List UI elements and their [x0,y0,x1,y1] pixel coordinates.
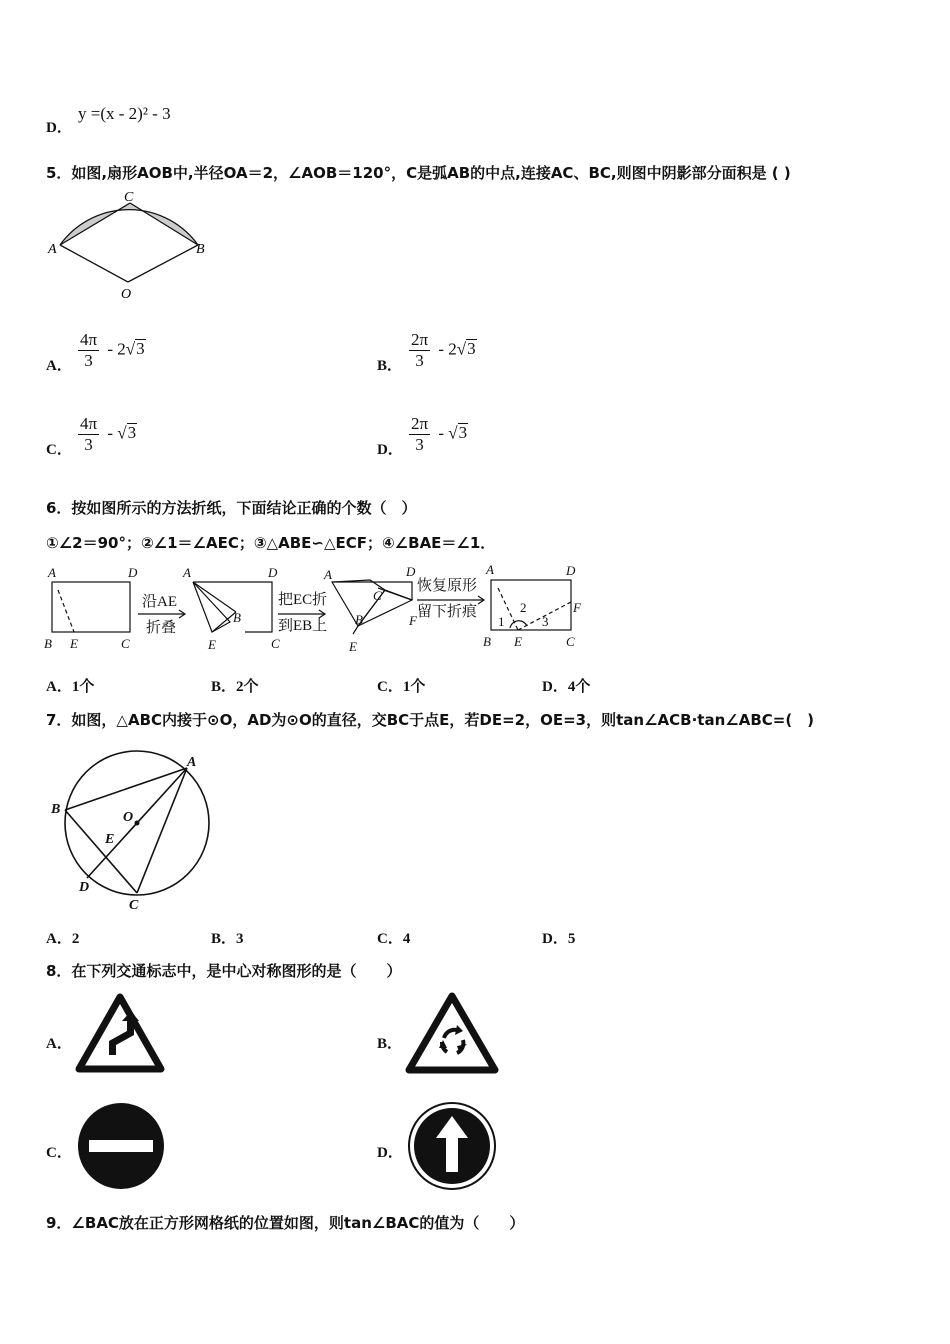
q6-folding-figure [40,560,600,658]
svg-text:B: B [355,612,363,627]
q6-conclusions: ①∠2＝90°；②∠1＝∠AEC；③△ABE∽△ECF；④∠BAE＝∠1． [46,534,496,552]
q6-arrow3-top: 恢复原形 [417,578,478,594]
q6-arrow3-bottom: 留下折痕 [417,604,478,620]
q7-option-d: D．5 [542,931,576,947]
svg-text:C: C [271,636,280,651]
svg-text:F: F [409,613,417,628]
svg-text:F: F [573,600,581,615]
q8-option-c-label: C． [46,1145,72,1161]
q6-arrow1-top: 沿AE [142,594,177,610]
q8-option-c-sign [75,1100,167,1192]
q8-option-a-label: A． [46,1036,72,1052]
q8-option-b-label: B． [377,1036,403,1052]
q7-option-a: A．2 [46,931,80,947]
svg-text:C: C [129,898,139,913]
q4-option-d-label: D． [46,120,72,136]
q5-label-a: A [48,242,57,257]
q7-option-b: B．3 [211,931,244,947]
svg-text:A: A [187,755,197,770]
svg-text:2: 2 [520,600,527,615]
q6-stem: 6．按如图所示的方法折纸，下面结论正确的个数（ ） [46,499,417,517]
svg-text:E: E [349,639,357,654]
svg-text:O: O [123,810,134,825]
q5-label-o: O [121,287,132,302]
q7-center-point [135,821,140,826]
svg-text:E: E [70,636,78,651]
q9-stem: 9．∠BAC放在正方形网格纸的位置如图，则tan∠BAC的值为（ ） [46,1214,525,1232]
svg-text:B: B [44,636,52,651]
svg-text:B: B [51,802,61,817]
svg-text:C: C [121,636,130,651]
svg-text:A: A [48,565,56,580]
svg-text:A: A [324,567,332,582]
q6-arrow2-bottom: 到EB上 [278,618,328,634]
svg-text:E: E [208,637,216,652]
svg-text:C: C [373,588,382,603]
svg-text:E: E [514,634,522,649]
svg-text:C: C [566,634,575,649]
svg-text:E: E [105,832,115,847]
svg-text:D: D [406,564,416,579]
q8-option-d-label: D． [377,1145,403,1161]
q6-option-a: A．1个 [46,679,95,695]
q7-option-c: C．4 [377,931,411,947]
q7-circle-figure [45,748,220,918]
q5-sector-figure [40,190,220,305]
q6-option-b: B．2个 [211,679,259,695]
svg-text:1: 1 [498,614,505,629]
svg-text:A: A [486,562,494,577]
q8-stem: 8．在下列交通标志中，是中心对称图形的是（ ） [46,962,402,980]
q5-label-b: B [196,242,205,257]
q8-option-b-sign [405,992,500,1076]
svg-text:D: D [128,565,138,580]
svg-text:B: B [483,634,491,649]
svg-text:A: A [183,565,191,580]
q4-option-d-expression: y =(x - 2)² - 3 [78,104,171,123]
q8-option-a-sign [75,993,165,1075]
svg-text:B: B [233,610,241,625]
svg-text:3: 3 [542,614,549,629]
q7-stem: 7．如图，△ABC内接于⊙O，AD为⊙O的直径，交BC于点E，若DE=2，OE=3，则tan∠ACB·tan∠ABC=( ) [46,711,815,729]
q6-option-c: C．1个 [377,679,426,695]
q6-option-d: D．4个 [542,679,591,695]
svg-text:D: D [268,565,278,580]
q8-option-d-sign [406,1100,498,1192]
q6-arrow1-bottom: 折叠 [146,620,177,636]
q6-arrow2-top: 把EC折 [278,592,328,608]
svg-text:D: D [79,880,90,895]
q5-label-c: C [124,190,134,205]
q5-stem: 5．如图,扇形AOB中,半径OA＝2，∠AOB＝120°，C是弧AB的中点,连接AC、BC,则图中阴影部分面积是 ( ) [46,164,791,182]
svg-text:D: D [566,563,576,578]
